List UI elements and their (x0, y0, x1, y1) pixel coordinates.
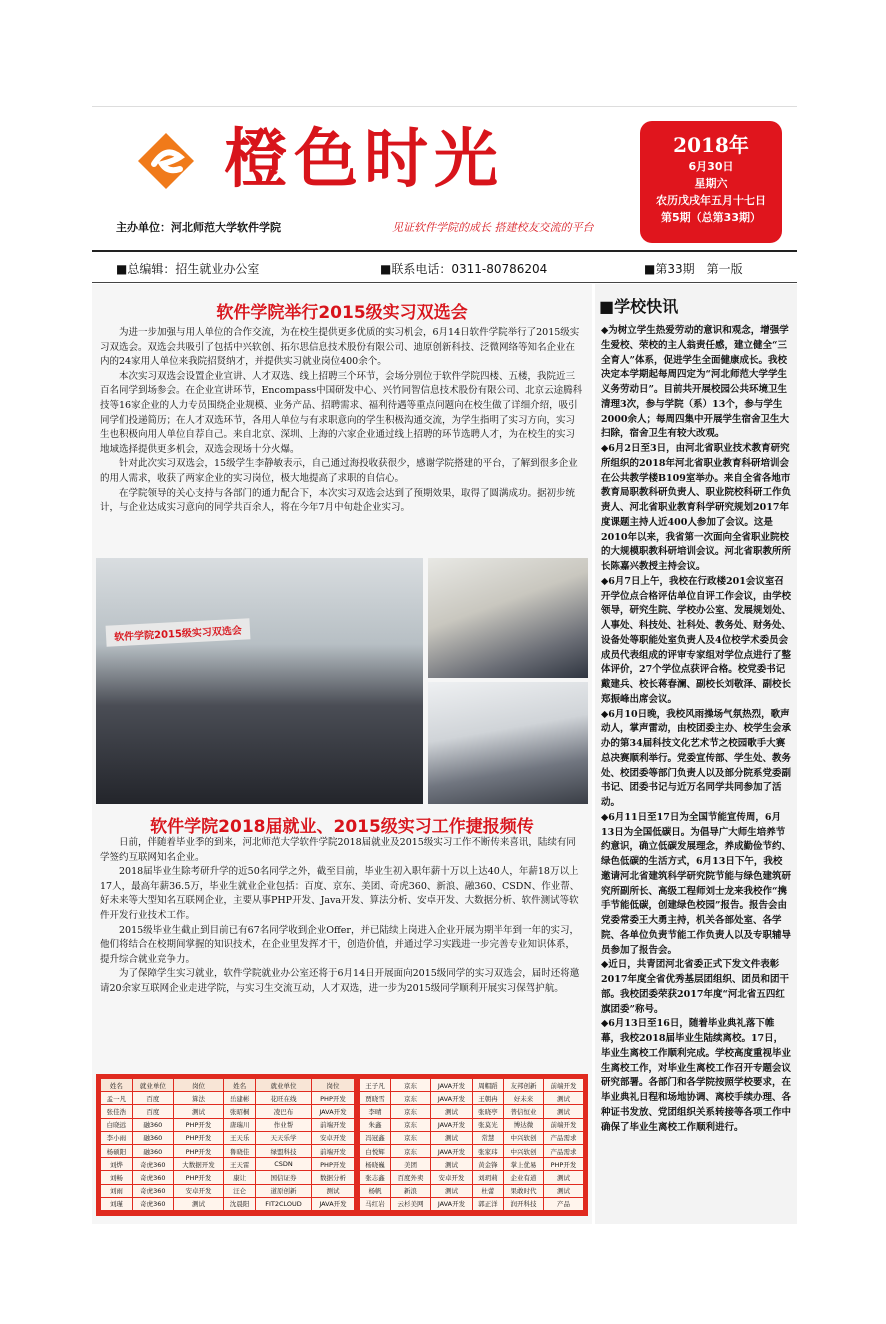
table-cell: 测试 (543, 1105, 583, 1118)
table-cell: 百度外卖 (391, 1171, 431, 1184)
article1-body (100, 326, 584, 516)
table-cell: 前端开发 (543, 1079, 583, 1092)
table-cell: PHP开发 (173, 1144, 223, 1157)
article2-title: 软件学院2018届就业、2015级实习工作捷报频传 (150, 817, 534, 837)
table-cell: 就业单位 (255, 1079, 311, 1092)
table-cell: 友邦创新 (503, 1079, 543, 1092)
table-cell: 奇虎360 (132, 1197, 173, 1210)
table-cell: PHP开发 (173, 1171, 223, 1184)
table-cell: PHP开发 (543, 1158, 583, 1171)
article2-paragraph: 为了保障学生实习就业，软件学院就业办公室还将于6月14日开展面向2015级同学的实习双选会，届时还将邀请20余家互联网企业走进学院，与实习生交流互动，人才双选，进一步为2015级同学顺利开展实习保驾护航。 (100, 968, 580, 994)
table-cell: 算法 (173, 1092, 223, 1105)
table-cell: 白晓远 (101, 1118, 133, 1131)
table-cell: 刘烨 (101, 1158, 133, 1171)
table-cell: FIT2CLOUD (255, 1197, 311, 1210)
table-cell: 奇虎360 (132, 1158, 173, 1171)
table-cell: 美团 (391, 1158, 431, 1171)
article1-paragraph: 本次实习双选会设置企业宣讲、人才双选、线上招聘三个环节，会场分别位于软件学院四楼、五楼，我院近三百名同学到场参会。在企业宣讲环节，Encompass中国研发中心、兴竹同智信息技术股份有限公司、北京云途腾科技等16家企业的人力专员围绕企业规模、业务产品、招聘需求、福利待遇等重点问题向在校生做了详细介绍，吸引同学们投递简历；在人才双选环节，各用人单位与有求职意向的学生积极沟通交流，为学生指明了实习方向，实习生也积极向用人单位自荐自己。来自北京、深圳、上海的六家企业通过线上招聘的环节选聘人才，为在校生的实习地域选择提供更多机会，双选会现场十分火爆。 (100, 370, 583, 455)
table-header-row (101, 1079, 355, 1092)
table-cell: 中兴软创 (503, 1131, 543, 1144)
table-cell: 果敢时代 (503, 1184, 543, 1197)
news-column (595, 284, 797, 1224)
table-cell: 岗位 (173, 1079, 223, 1092)
table-cell: 刘玥莉 (472, 1171, 503, 1184)
table-cell: 产品 (543, 1197, 583, 1210)
employment-table-right (359, 1078, 584, 1211)
table-cell: 岳建彬 (224, 1092, 256, 1105)
table-cell: 姓名 (101, 1079, 133, 1092)
slogan: 见证软件学院的成长 搭建校友交流的平台 (392, 221, 594, 234)
table-cell: 掌上优易 (503, 1158, 543, 1171)
table-cell: 张晓亭 (472, 1105, 503, 1118)
table-cell: 测试 (173, 1197, 223, 1210)
article1-paragraph: 为进一步加强与用人单位的合作交流，为在校生提供更多优质的实习机会，6月14日软件学院举行了2015级实习双选会。双选会共吸引了包括中兴软创、拓尔思信息技术股份有限公司、迪原创新科技、泛微网络等知名企业在内的24家用人单位来我院招贤纳才，并提供实习就业岗位400余个。 (100, 327, 580, 368)
table-row (101, 1105, 355, 1118)
date-year: 2018年 (673, 133, 749, 157)
table-cell: 百度 (132, 1105, 173, 1118)
table-row (101, 1092, 355, 1105)
table-cell: 白悦辉 (360, 1144, 391, 1157)
news-item: ◆6月13日至16日，随着毕业典礼落下帷幕，我校2018届毕业生陆续离校。17日，毕业生离校工作顺利完成。学校高度重视毕业生离校工作，对毕业生离校工作召开专题会议研究部署。各部门和各学院按照学校要求，在毕业典礼日程和场地协调、离校手续办理、各种证书发放、党团组织关系转接等各项工作中确保了毕业生离校工作顺利进行。 (601, 1018, 792, 1133)
table-cell: 姓名 (224, 1079, 256, 1092)
table-cell: 岗位 (312, 1079, 355, 1092)
table-cell: 测试 (543, 1171, 583, 1184)
employment-tables (96, 1074, 588, 1216)
table-row (101, 1171, 355, 1184)
table-row (101, 1197, 355, 1210)
table-cell: 京东 (391, 1079, 431, 1092)
table-cell: 郭正洋 (472, 1197, 503, 1210)
table-cell: 企业有道 (503, 1171, 543, 1184)
table-cell: CSDN (255, 1158, 311, 1171)
photo-interview-desk (428, 682, 588, 804)
table-cell: 刘雨 (101, 1184, 133, 1197)
orange-e-logo-icon (136, 131, 196, 191)
table-cell: 凌巴布 (255, 1105, 311, 1118)
table-row (360, 1105, 584, 1118)
news-item: ◆6月11日至17日为全国节能宣传周，6月13日为全国低碳日。为倡导广大师生培养节约意识，确立低碳发展理念，养成勤俭节约、绿色低碳的生活方式，6月13日下午，我校邀请河北省建筑科学研究院节能与绿色建筑研究所副所长、高级工程师刘士龙来我校作“携手节能低碳，创建绿色校园”报告。报告会由党委常委王大勇主持，机关各部处室、各学院、各单位负责节能工作负责人以及专职辅导员参加了报告会。 (601, 811, 792, 956)
table-row (101, 1131, 355, 1144)
table-cell: 测试 (431, 1184, 473, 1197)
table-cell: 奇虎360 (132, 1184, 173, 1197)
table-row (360, 1171, 584, 1184)
table-cell: 测试 (173, 1105, 223, 1118)
employment-table-left (100, 1078, 355, 1211)
table-cell: 前端开发 (543, 1118, 583, 1131)
table-cell: 冯冠鑫 (360, 1131, 391, 1144)
date-issue: 第5期（总第33期） (661, 211, 761, 224)
news-item: ◆为树立学生热爱劳动的意识和观念，增强学生爱校、荣校的主人翁责任感，建立健全“三全育人”体系，促进学生全面健康成长。我校决定本学期起每周四定为“河北师范大学学生义务劳动日”。目前共开展校园公共环境卫生清理3次，参与学院（系）13个，参与学生2000余人；每周四集中开展学生宿舍卫生大扫除，宿舍卫生有较大改观。 (601, 325, 789, 440)
news-item: ◆6月7日上午，我校在行政楼201会议室召开学位点合格评估单位自评工作会议，由学校领导，研究生院、学校办公室、发展规划处、人事处、科技处、社科处、教务处、财务处、设备处等职能处室负责人及4位校学术委员会成员代表组成的评审专家组对学位点进行了整体评价，27个学位点获评合格。校党委书记戴建兵、校长蒋春澜、副校长刘敬泽、副校长郑振峰出席会议。 (601, 575, 792, 705)
table-cell: 张家玮 (472, 1144, 503, 1157)
table-cell: 测试 (312, 1184, 355, 1197)
table-cell: 融360 (132, 1144, 173, 1157)
table-cell: 云杉美网 (391, 1197, 431, 1210)
table-cell: 杨帆 (360, 1184, 391, 1197)
table-cell: JAVA开发 (431, 1144, 473, 1157)
table-cell: 测试 (431, 1131, 473, 1144)
table-cell: 京东 (391, 1118, 431, 1131)
table-cell: 张莫光 (472, 1118, 503, 1131)
table-cell: 中兴软创 (503, 1144, 543, 1157)
table-cell: 融360 (132, 1131, 173, 1144)
editor-info: ■总编辑：招生就业办公室 (116, 262, 260, 276)
table-cell: 杨晓巍 (360, 1158, 391, 1171)
table-cell: 王子凡 (360, 1079, 391, 1092)
article2-paragraph: 日前，伴随着毕业季的到来，河北师范大学软件学院2018届就业及2015级实习工作不断传来喜讯，陆续有同学签约互联网知名企业。 (100, 837, 576, 863)
table-cell: 沈晨阳 (224, 1197, 256, 1210)
photo-recruitment-booth (428, 558, 588, 678)
table-cell: 测试 (431, 1105, 473, 1118)
table-cell: 马红岩 (360, 1197, 391, 1210)
newspaper-title: 橙色时光 (224, 122, 504, 197)
news-item: ◆6月10日晚，我校风雨操场气氛热烈，歌声动人，掌声雷动，由校团委主办、校学生会承办的第34届科技文化艺术节之校园歌手大赛总决赛顺利举行。党委宣传部、学生处、教务处、校团委等部门负责人以及部分院系党委副书记、团委书记与近万名同学共同参加了活动。 (601, 708, 792, 808)
date-box (640, 121, 782, 243)
table-cell: 就业单位 (132, 1079, 173, 1092)
table-cell: JAVA开发 (312, 1105, 355, 1118)
table-cell: 前端开发 (312, 1118, 355, 1131)
table-row (101, 1144, 355, 1157)
article2-paragraph: 2015级毕业生截止到目前已有67名同学收到企业Offer，并已陆续上岗进入企业开展为期半年到一年的实习，他们将结合在校期间掌握的知识技术，在企业里发挥才干，创造价值，并通过学习实践进一步完善专业知识体系，提升综合就业竞争力。 (100, 924, 579, 965)
table-row (360, 1092, 584, 1105)
table-cell: 刘瑾 (101, 1197, 133, 1210)
table-row (360, 1184, 584, 1197)
table-cell: JAVA开发 (431, 1118, 473, 1131)
table-row (101, 1184, 355, 1197)
article1-title: 软件学院举行2015级实习双选会 (216, 303, 468, 323)
article1-paragraph: 在学院领导的关心支持与各部门的通力配合下，本次实习双选会达到了预期效果，取得了圆满成功。据初步统计，与企业达成实习意向的同学共百余人，将在今年7月中旬赴企业实习。 (100, 487, 576, 514)
table-cell: 作业帮 (255, 1118, 311, 1131)
table-cell: 京东 (391, 1144, 431, 1157)
table-cell: 京东 (391, 1105, 431, 1118)
table-cell: 黄金锋 (472, 1158, 503, 1171)
article2-paragraph: 2018届毕业生除考研升学的近50名同学之外，截至目前，毕业生初入职年薪十万以上达40人，年薪18万以上17人，最高年薪36.5万，毕业生就业企业包括：百度、京东、美团、奇虎360、新浪、融360、CSDN、作业帮、好未来等大型知名互联网企业，主要从事PHP开发、Java开发、算法分析、安卓开发、大数据分析、软件测试等软件开发行业技术工作。 (100, 866, 580, 921)
table-cell: 数据分析 (312, 1171, 355, 1184)
table-cell: 产品需求 (543, 1131, 583, 1144)
table-cell: 测试 (431, 1158, 473, 1171)
photo-job-fair-hall (96, 558, 423, 804)
table-cell: 普信恒业 (503, 1105, 543, 1118)
table-row (360, 1118, 584, 1131)
article2-body (100, 836, 584, 997)
table-cell: 张志鑫 (360, 1171, 391, 1184)
table-cell: 常慧 (472, 1131, 503, 1144)
table-cell: 汪仑 (224, 1184, 256, 1197)
table-row (360, 1079, 584, 1092)
date-weekday: 星期六 (694, 177, 728, 190)
table-cell: 融360 (132, 1118, 173, 1131)
table-cell: 贾晓雪 (360, 1092, 391, 1105)
table-row (101, 1158, 355, 1171)
table-row (360, 1158, 584, 1171)
table-cell: 国信证券 (255, 1171, 311, 1184)
table-cell: PHP开发 (173, 1131, 223, 1144)
article1-paragraph: 针对此次实习双选会，15级学生李静敏表示，自己通过海投收获很少，感谢学院搭建的平台，了解到很多企业的用人需求，收获了两家企业的实习岗位，极大地提高了求职的自信心。 (100, 458, 578, 484)
news-column-title: ■学校快讯 (599, 297, 679, 316)
table-cell: 康让 (224, 1171, 256, 1184)
table-cell: 周帽蹈 (472, 1079, 503, 1092)
table-cell: JAVA开发 (431, 1092, 473, 1105)
table-row (360, 1131, 584, 1144)
table-cell: 王天乐 (224, 1131, 256, 1144)
table-cell: 刘畅 (101, 1171, 133, 1184)
table-cell: JAVA开发 (431, 1079, 473, 1092)
table-cell: 京东 (391, 1092, 431, 1105)
table-cell: 杜蕾 (472, 1184, 503, 1197)
table-cell: 百度 (132, 1092, 173, 1105)
table-cell: 唐瑞川 (224, 1118, 256, 1131)
table-cell: 朱鑫 (360, 1118, 391, 1131)
table-cell: 孟一凡 (101, 1092, 133, 1105)
table-cell: 张昭桐 (224, 1105, 256, 1118)
photo-banner: 软件学院2015级实习双选会 (106, 618, 251, 646)
date-day: 6月30日 (688, 160, 734, 173)
newspaper-page (92, 106, 797, 1230)
table-cell: PHP开发 (312, 1092, 355, 1105)
table-cell: 润开科技 (503, 1197, 543, 1210)
table-row (360, 1144, 584, 1157)
table-cell: 测试 (543, 1092, 583, 1105)
table-cell: 鲁晓佳 (224, 1144, 256, 1157)
table-cell: 花旺在线 (255, 1092, 311, 1105)
table-cell: 王朝冉 (472, 1092, 503, 1105)
news-item: ◆6月2日至3日，由河北省职业技术教育研究所组织的2018年河北省职业教育科研培训会在公共教学楼B109室举办。来自全省各地市教育局职教科研负责人、职业院校科研工作负责人、河北省职业教育科学研究规划2017年度课题主持人近400人参加了会议。这是2010年以来，我省第一次面向全省职业院校的大规模职教科研培训会议。河北省职教所所长陈嘉兴教授主持会议。 (601, 443, 792, 572)
news-list (601, 324, 791, 1135)
table-cell: 测试 (543, 1184, 583, 1197)
table-cell: JAVA开发 (431, 1197, 473, 1210)
table-cell: PHP开发 (173, 1118, 223, 1131)
table-cell: 好未来 (503, 1092, 543, 1105)
table-cell: 产品需求 (543, 1144, 583, 1157)
table-cell: 安卓开发 (173, 1184, 223, 1197)
table-cell: 安卓开发 (431, 1171, 473, 1184)
table-cell: PHP开发 (312, 1158, 355, 1171)
info-bar (92, 250, 797, 283)
table-cell: 天天乐学 (255, 1131, 311, 1144)
table-cell: 绿盟科技 (255, 1144, 311, 1157)
table-cell: 杨硕阳 (101, 1144, 133, 1157)
main-column (92, 284, 592, 1224)
table-cell: 安卓开发 (312, 1131, 355, 1144)
table-cell: 大数据开发 (173, 1158, 223, 1171)
table-row (360, 1197, 584, 1210)
table-cell: 前端开发 (312, 1144, 355, 1157)
news-item: ◆近日，共青团河北省委正式下发文件表彰2017年度全省优秀基层团组织、团员和团干部。我校团委荣获2017年度“河北省五四红旗团委”称号。 (601, 959, 789, 1015)
host-unit: 主办单位：河北师范大学软件学院 (116, 221, 281, 234)
date-lunar: 农历戊戌年五月十七日 (656, 194, 766, 207)
table-cell: 李小雨 (101, 1131, 133, 1144)
table-cell: 道原创新 (255, 1184, 311, 1197)
table-cell: 新浪 (391, 1184, 431, 1197)
masthead (92, 106, 797, 247)
table-cell: JAVA开发 (312, 1197, 355, 1210)
table-cell: 博达微 (503, 1118, 543, 1131)
table-cell: 李晴 (360, 1105, 391, 1118)
table-cell: 张佳浩 (101, 1105, 133, 1118)
phone-info: ■联系电话：0311-80786204 (380, 262, 548, 276)
table-cell: 王天雷 (224, 1158, 256, 1171)
table-cell: 京东 (391, 1131, 431, 1144)
table-cell: 奇虎360 (132, 1171, 173, 1184)
edition-info: ■第33期 第一版 (644, 262, 743, 276)
table-row (101, 1118, 355, 1131)
